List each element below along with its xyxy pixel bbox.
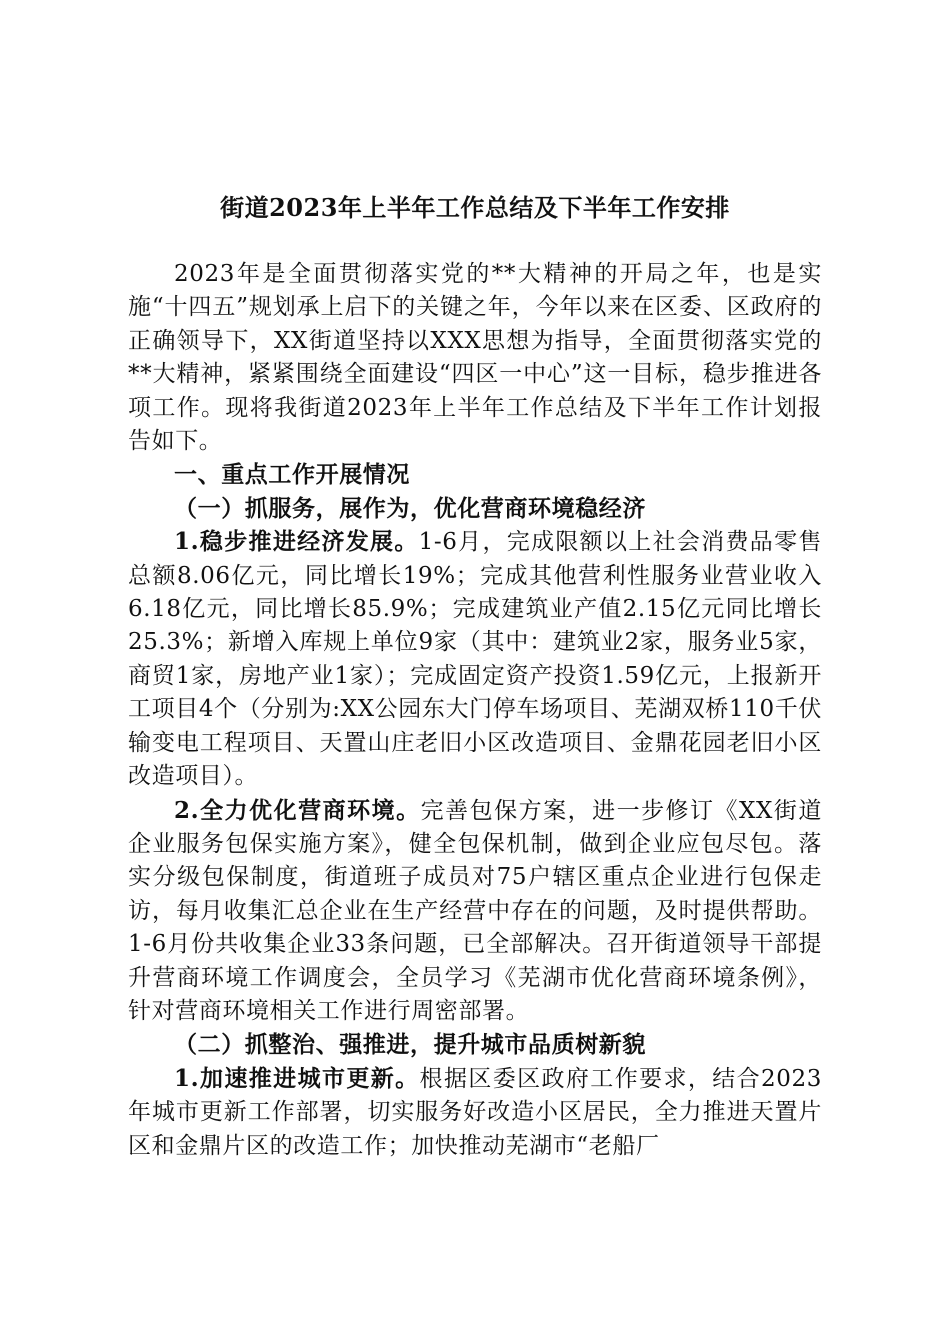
item-lead-urban-renewal: 1.加速推进城市更新。 — [174, 1064, 420, 1092]
document-page — [128, 188, 822, 1163]
item-body-business-environment: 完善包保方案，进一步修订《XX街道企业服务包保实施方案》，健全包保机制，做到企业应包尽包。落实分级包保制度，街道班子成员对75户辖区重点企业进行包保走访，每月收集汇总企业在生产经营中存在的问题，及时提供帮助。1-6月份共收集企业33条问题，已全部解决。召开街道领导干部提升营商环境工作调度会，全员学习《芜湖市优化营商环境条例》，针对营商环境相关工作进行周密部署。 — [128, 797, 822, 1024]
intro-paragraph: 2023年是全面贯彻落实党的**大精神的开局之年，也是实施“十四五”规划承上启下的关键之年，今年以来在区委、区政府的正确领导下，XX街道坚持以XXX思想为指导，全面贯彻落实党的**大精神，紧紧围绕全面建设“四区一中心”这一目标，稳步推进各项工作。现将我街道2023年上半年工作总结及下半年工作计划报告如下。 — [128, 261, 822, 455]
item-lead-business-environment: 2.全力优化营商环境。 — [174, 796, 421, 824]
section-heading-1: 一、重点工作开展情况 — [174, 461, 410, 489]
item-paragraph-urban-renewal — [128, 1062, 822, 1163]
document-title: 街道2023年上半年工作总结及下半年工作安排 — [220, 193, 730, 222]
item-body-urban-renewal: 根据区委区政府工作要求，结合2023年城市更新工作部署，切实服务好改造小区居民，全力推进天置片区和金鼎片区的改造工作；加快推动芜湖市“老船厂 — [128, 1065, 822, 1159]
item-paragraph-business-environment — [128, 794, 822, 1029]
item-paragraph-economy — [128, 525, 822, 793]
item-lead-economy: 1.稳步推进经济发展。 — [174, 528, 419, 556]
subsection-heading-1: （一）抓服务，展作为，优化营商环境稳经济 — [174, 494, 646, 522]
item-body-economy: 1-6月，完成限额以上社会消费品零售总额8.06亿元，同比增长19%；完成其他营利性服务业营业收入6.18亿元，同比增长85.9%；完成建筑业产值2.15亿元同比增长25.3%；新增入库规上单位9家（其中：建筑业2家，服务业5家，商贸1家，房地产业1家）；完成固定资产投资1.59亿元，上报新开工项目4个（分别为:XX公园东大门停车场项目、芜湖双桥110千伏输变电工程项目、天置山庄老旧小区改造项目、金鼎花园老旧小区改造项目）。 — [128, 529, 822, 790]
subsection-heading-2: （二）抓整治、强推进，提升城市品质树新貌 — [174, 1031, 646, 1059]
